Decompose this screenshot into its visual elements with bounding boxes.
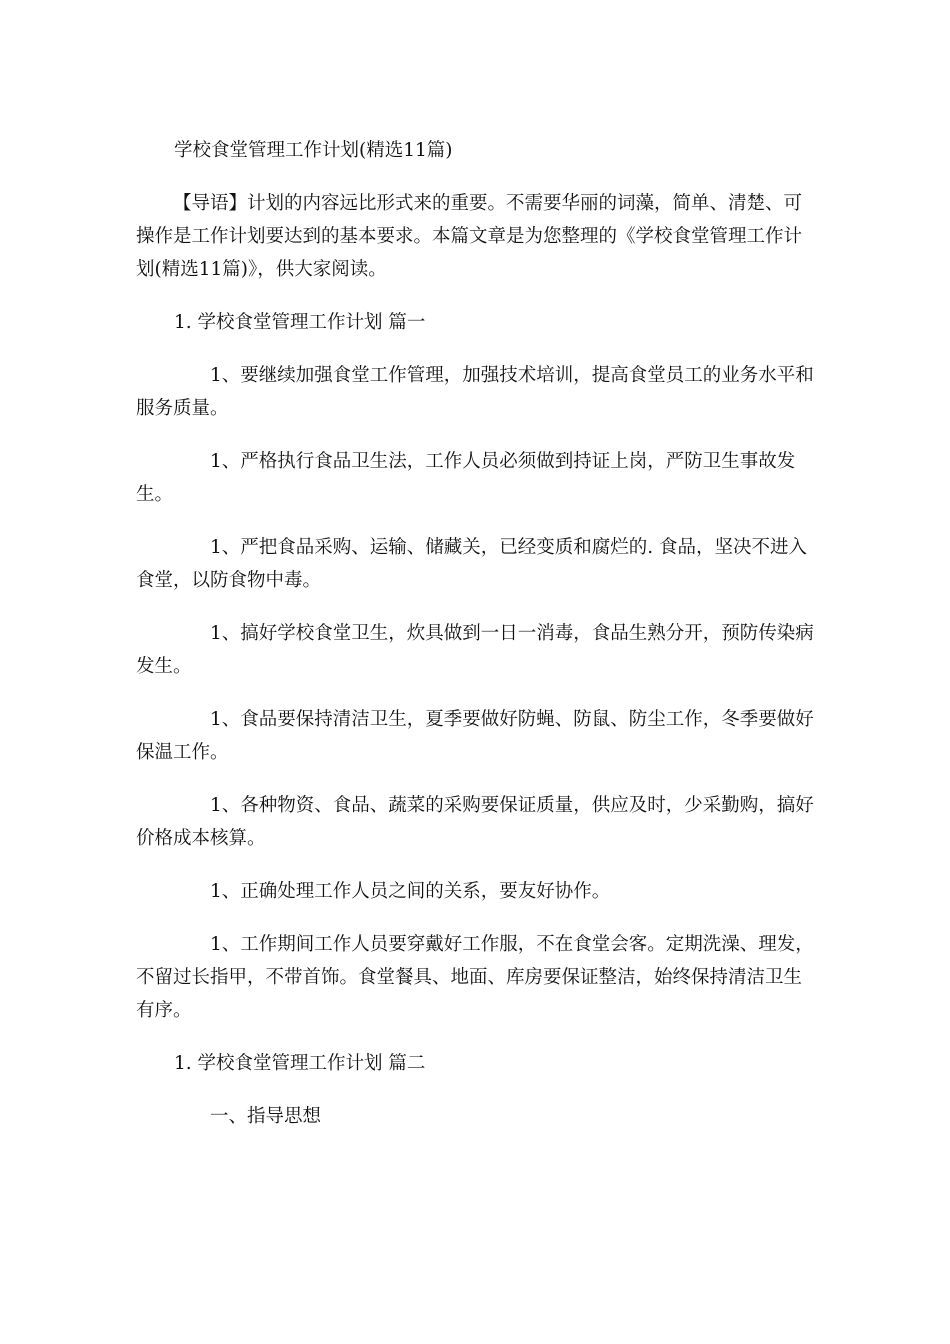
section-heading-2: 1. 学校食堂管理工作计划 篇二 <box>174 1053 426 1074</box>
plan-item: 1、严把食品采购、运输、储藏关，已经变质和腐烂的. 食品，坚决不进入食堂，以防食物中毒。 <box>136 537 808 591</box>
plan-item: 1、正确处理工作人员之间的关系，要友好协作。 <box>210 881 611 902</box>
plan-item: 1、严格执行食品卫生法，工作人员必须做到持证上岗，严防卫生事故发生。 <box>136 451 796 505</box>
section-heading-1: 1. 学校食堂管理工作计划 篇一 <box>174 312 426 333</box>
document-body <box>136 134 816 1133</box>
plan-item: 1、搞好学校食堂卫生，炊具做到一日一消毒，食品生熟分开，预防传染病发生。 <box>136 623 814 677</box>
document-title: 学校食堂管理工作计划(精选11篇) <box>174 140 453 161</box>
plan-item: 1、要继续加强食堂工作管理，加强技术培训，提高食堂员工的业务水平和服务质量。 <box>136 365 814 419</box>
plan-item: 1、工作期间工作人员要穿戴好工作服，不在食堂会客。定期洗澡、理发，不留过长指甲，不带首饰。食堂餐具、地面、库房要保证整洁，始终保持清洁卫生有序。 <box>136 934 814 1021</box>
intro-paragraph: 【导语】计划的内容远比形式来的重要。不需要华丽的词藻，简单、清楚、可操作是工作计划要达到的基本要求。本篇文章是为您整理的《学校食堂管理工作计划(精选11篇)》，供大家阅读。 <box>136 193 803 280</box>
plan-item: 1、各种物资、食品、蔬菜的采购要保证质量，供应及时，少采勤购，搞好价格成本核算。 <box>136 795 814 849</box>
plan-item: 1、食品要保持清洁卫生，夏季要做好防蝇、防鼠、防尘工作，冬季要做好保温工作。 <box>136 709 814 763</box>
subsection-heading: 一、指导思想 <box>210 1106 322 1127</box>
